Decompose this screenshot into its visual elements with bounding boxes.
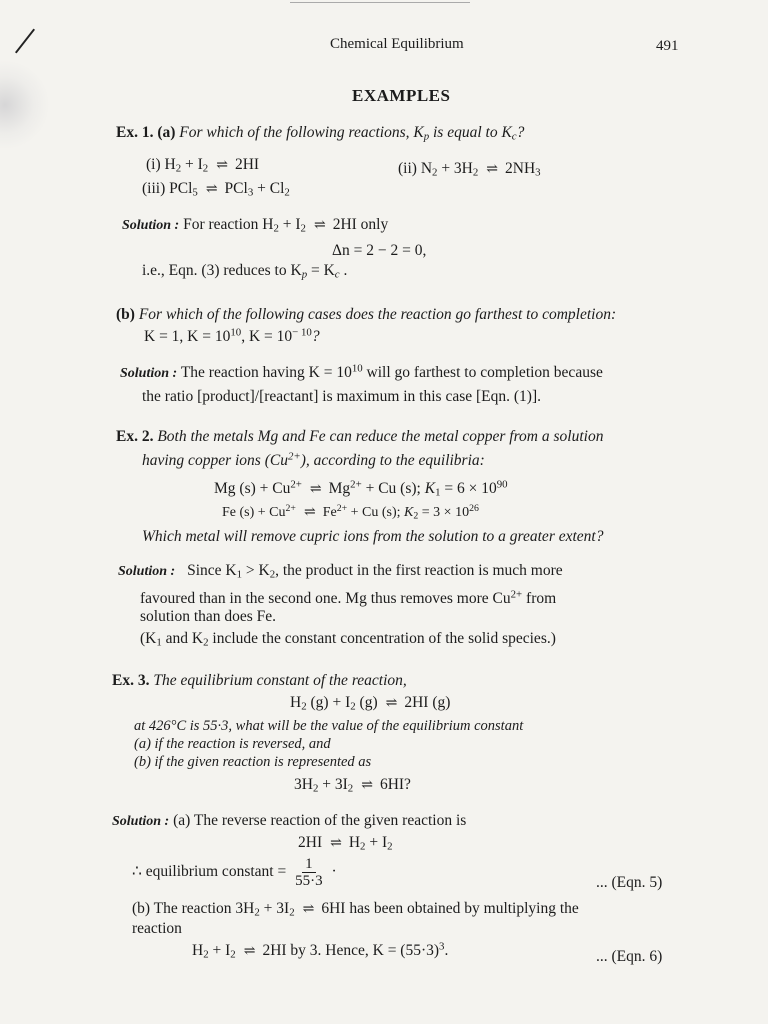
ex3-solution-b-line1: (b) The reaction $3H_2 + 3I_2$ ⇌ 6HI has been obtained by multiplying the [132,900,579,919]
ex2-equilibrium-fe: Fe $(s) + Cu^{2+}$ ⇌ $Fe^{2+} + Cu$ (s); $K_2 = 3 \times 10^{26}$ [222,503,479,522]
fraction: $\frac{1}{55\cdot 3}$ [295,856,323,889]
ex3-solution-b-line2: reaction [132,920,182,937]
ex1-question-b: (b) For which of the following cases does the reaction go farthest to completion: [116,306,617,323]
section-title: EXAMPLES [352,86,451,105]
ex3-label: Ex. 3. [112,672,150,689]
page-number: 491 [656,38,679,54]
ex3-solution-b-line3: $H_2 + I_2$ ⇌ 2HI by 3. Hence, $K = (55\cdot 3)^3$. [192,940,449,961]
ex3-question-line1: Ex. 3. The equilibrium constant of the reaction, [112,672,407,689]
ex2-equilibrium-mg: Mg $(s) + Cu^{2+}$ ⇌ $Mg^{2+} + Cu$ (s); $K_1 = 6 \times 10^{90}$ [214,478,508,499]
ex2-label: Ex. 2. [116,428,154,445]
ex1-solution-b-line1: Solution : The reaction having $K = 10^{10}$ will go farthest to completion because [120,362,603,381]
ex3-question-line3: (a) if the reaction is reversed, and [134,736,331,752]
ex3-equilibrium-constant: ∴ equilibrium constant = $\frac{1}{55\cdot 3}$ · [132,856,337,889]
top-rule [290,2,470,3]
ex1-reaction-ii: (ii) $N_2 + 3H_2$ ⇌ $2NH_3$ [398,160,541,179]
ex3-question-line4: (b) if the given reaction is represented as [134,754,372,770]
eqn-6-label: ... (Eqn. 6) [596,948,663,965]
pen-mark [15,29,35,54]
ex3-solution-line1: Solution : (a) The reverse reaction of the given reaction is [112,812,467,829]
running-header: Chemical Equilibrium [330,36,464,52]
ex2-question-line3: Which metal will remove cupric ions from the solution to a greater extent? [142,528,604,545]
ex1-question-a: Ex. 1. (a) For which of the following reactions, $K_p$ is equal to $K_c$? [116,124,525,143]
ex2-question-line1: Ex. 2. Both the metals Mg and Fe can reduce the metal copper from a solution [116,428,604,445]
ex2-solution-line3: solution than does Fe. [140,608,277,625]
ex3-reverse-reaction: 2HI ⇌ $H_2 + I_2$ [298,834,393,853]
ex1-solution-b-line2: the ratio [product]/[reactant] is maximum in this case [Eqn. (1)]. [142,388,541,405]
ex1-reduces: i.e., Eqn. (3) reduces to $K_p = K_c$ . [142,262,348,281]
ex1-reaction-iii: (iii) PCl$_5$ ⇌ $PCl_3 + Cl_2$ [142,180,290,199]
ex1-reaction-i: (i) $H_2 + I_2$ ⇌ 2HI [146,156,260,175]
ex2-solution-line2: favoured than in the second one. Mg thus removes more $Cu^{2+}$ from [140,588,557,607]
ex1-question-b-values: K = 1, $K = 10^{10}$, $K = 10^{- 10}$? [144,326,320,345]
eqn-5-label: ... (Eqn. 5) [596,874,663,891]
ex1-label: Ex. 1. [116,124,154,141]
ex2-solution-line1: Solution : Since $K_1 > K_2$, the product in the first reaction is much more [118,562,563,581]
ex3-question-line2: at 426°C is 55·3, what will be the value of the equilibrium constant [134,718,524,734]
ex1-solution-a: Solution : For reaction $H_2 + I_2$ ⇌ 2HI only [122,216,389,235]
scan-shadow [0,60,50,150]
ex3-represented-reaction: $3H_2 + 3I_2$ ⇌ 6HI? [294,776,411,795]
ex2-question-line2: having copper ions $(Cu^{2+})$, according to the equilibria: [142,450,485,469]
ex1-delta-n: Δn = 2 − 2 = 0, [332,242,427,259]
ex3-reaction: $H_2$ $(g) + I_2$ (g) ⇌ 2HI (g) [290,694,451,713]
ex2-solution-line4: ($K_1$ and $K_2$ include the constant concentration of the solid species.) [140,630,556,649]
